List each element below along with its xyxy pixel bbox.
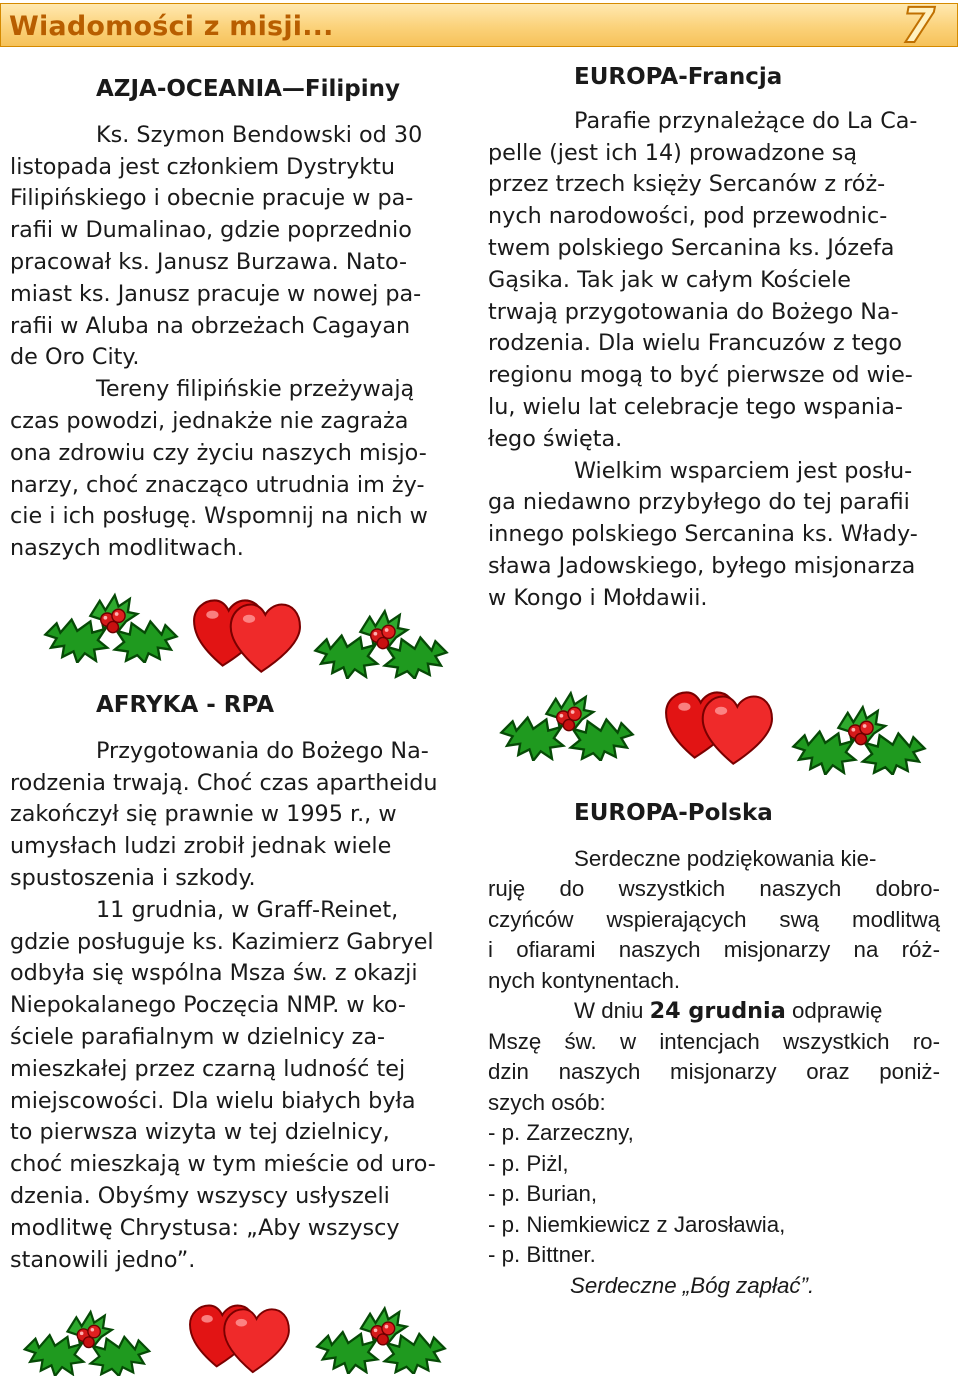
mass-suffix: odprawię	[785, 998, 883, 1024]
mass-prefix: W dniu	[574, 998, 650, 1024]
section-france	[488, 62, 953, 615]
text-line: Niepokalanego Poczęcia NMP. w ko-	[10, 992, 406, 1019]
holly-icon	[36, 578, 186, 663]
text-line: choć mieszkają w tym mieście od uro-	[10, 1151, 436, 1178]
holly-icon	[306, 1292, 456, 1374]
text-line: gdzie posługuje ks. Kazimierz Gabryel	[10, 928, 434, 955]
text-line: rodzenia. Dla wielu Francuzów z tego	[488, 330, 903, 357]
text-line: Wielkim wsparciem jest posłu-	[574, 457, 913, 484]
holly-icon	[12, 1296, 162, 1376]
text-line: ruję do wszystkich naszych dobro-	[488, 876, 940, 902]
text-line: lu, wielu lat celebracje tego wspania-	[488, 393, 903, 420]
text-line: miejscowości. Dla wielu białych była	[10, 1087, 416, 1114]
closing-line: Serdeczne „Bóg zapłać”.	[570, 1272, 815, 1298]
text-line: to pierwsza wizyta w tej dzielnicy,	[10, 1119, 390, 1146]
text-line: modlitwę Chrystusa: „Aby wszyscy	[10, 1214, 400, 1241]
text-line: pelle (jest ich 14) prowadzone są	[488, 139, 858, 166]
text-line: Gąsika. Tak jak w całym Kościele	[488, 266, 851, 293]
text-line: listopada jest członkiem Dystryktu	[10, 153, 396, 180]
text-line: szych osób:	[488, 1089, 606, 1115]
hearts-icon	[190, 590, 302, 674]
text-line: 11 grudnia, w Graff-Reinet,	[96, 896, 399, 923]
text-line: rafii w Aluba na obrzeżach Cagayan	[10, 312, 411, 339]
text-line: ga niedawno przybyłego do tej parafii	[488, 489, 910, 516]
text-line: Ks. Szymon Bendowski od 30	[96, 121, 423, 148]
text-line: mieszkałej przez czarną ludność tej	[10, 1055, 406, 1082]
text-line: ona zdrowiu czy życiu naszych misjo-	[10, 439, 427, 466]
section-heading: AFRYKA - RPA	[96, 692, 275, 718]
text-line: Parafie przynależące do La Ca-	[574, 107, 918, 134]
text-line: w Kongo i Mołdawii.	[488, 584, 708, 611]
person-item: - p. Zarzeczny,	[488, 1120, 634, 1146]
section-heading: EUROPA-Polska	[574, 800, 773, 826]
text-line: łego święta.	[488, 425, 623, 452]
page-number: 7	[901, 0, 935, 54]
person-item: - p. Piżl,	[488, 1150, 569, 1176]
page-header	[0, 0, 958, 54]
text-line: ściele parafialnym w dzielnicy za-	[10, 1023, 386, 1050]
text-line: cie i ich posługę. Wspomnij na nich w	[10, 503, 428, 530]
page-header-title: Wiadomości z misji...	[9, 11, 334, 42]
section-poland	[488, 798, 940, 1301]
text-line: przez trzech księży Sercanów z róż-	[488, 171, 886, 198]
hearts-icon	[662, 682, 774, 766]
text-line: trwają przygotowania do Bożego Na-	[488, 298, 899, 325]
text-line: miast ks. Janusz pracuje w nowej pa-	[10, 280, 422, 307]
section-asia	[10, 74, 470, 565]
text-line: rafii w Dumalinao, gdzie poprzednio	[10, 217, 412, 244]
section-heading: AZJA-OCEANIA—Filipiny	[96, 76, 401, 102]
text-line: sława Jadowskiego, byłego misjonarza	[488, 552, 916, 579]
text-line: regionu mogą to być pierwsze od wie-	[488, 362, 913, 389]
text-line: twem polskiego Sercanina ks. Józefa	[488, 234, 895, 261]
text-line: czas powodzi, jednakże nie zagraża	[10, 407, 409, 434]
text-line: rodzenia trwają. Choć czas apartheidu	[10, 769, 438, 796]
text-line: nych kontynentach.	[488, 967, 681, 993]
text-line: umysłach ludzi zrobił jednak wiele	[10, 833, 392, 860]
text-line: Filipińskiego i obecnie pracuje w pa-	[10, 185, 414, 212]
text-line: Tereny filipińskie przeżywają	[96, 376, 415, 403]
text-line: dzenia. Obyśmy wszyscy usłyszeli	[10, 1182, 390, 1209]
hearts-icon	[186, 1296, 291, 1374]
text-line: stanowili jedno”.	[10, 1246, 196, 1273]
person-item: - p. Niemkiewicz z Jarosławia,	[488, 1211, 786, 1237]
text-line: Serdeczne podziękowania kie-	[574, 845, 877, 871]
section-heading: EUROPA-Francja	[574, 64, 783, 90]
text-line: nych narodowości, pod przewodnic-	[488, 203, 888, 230]
text-line: naszych modlitwach.	[10, 535, 244, 562]
text-line: zakończył się prawnie w 1995 r., w	[10, 801, 397, 828]
text-line: spustoszenia i szkody.	[10, 864, 256, 891]
text-line: narzy, choć znacząco utrudnia im ży-	[10, 471, 425, 498]
text-line: i ofiarami naszych misjonarzy na róż-	[488, 937, 940, 963]
text-line: pracował ks. Janusz Burzawa. Nato-	[10, 248, 408, 275]
text-line: czyńców wspierających swą modlitwą	[488, 906, 940, 932]
text-line: dzin naszych misjonarzy oraz poniż-	[488, 1059, 940, 1085]
text-line: odbyła się wspólna Msza św. z okazji	[10, 960, 418, 987]
text-line: Mszę św. w intencjach wszystkich ro-	[488, 1028, 940, 1054]
holly-icon	[306, 594, 456, 679]
person-item: - p. Burian,	[488, 1181, 598, 1207]
holly-icon	[784, 690, 934, 775]
section-africa	[10, 690, 470, 1276]
text-line: innego polskiego Sercanina ks. Włady-	[488, 521, 918, 548]
text-line: Przygotowania do Bożego Na-	[96, 737, 429, 764]
holly-icon	[492, 676, 642, 761]
text-line: de Oro City.	[10, 344, 140, 371]
person-item: - p. Bittner.	[488, 1242, 596, 1268]
mass-date: 24 grudnia	[649, 998, 786, 1025]
